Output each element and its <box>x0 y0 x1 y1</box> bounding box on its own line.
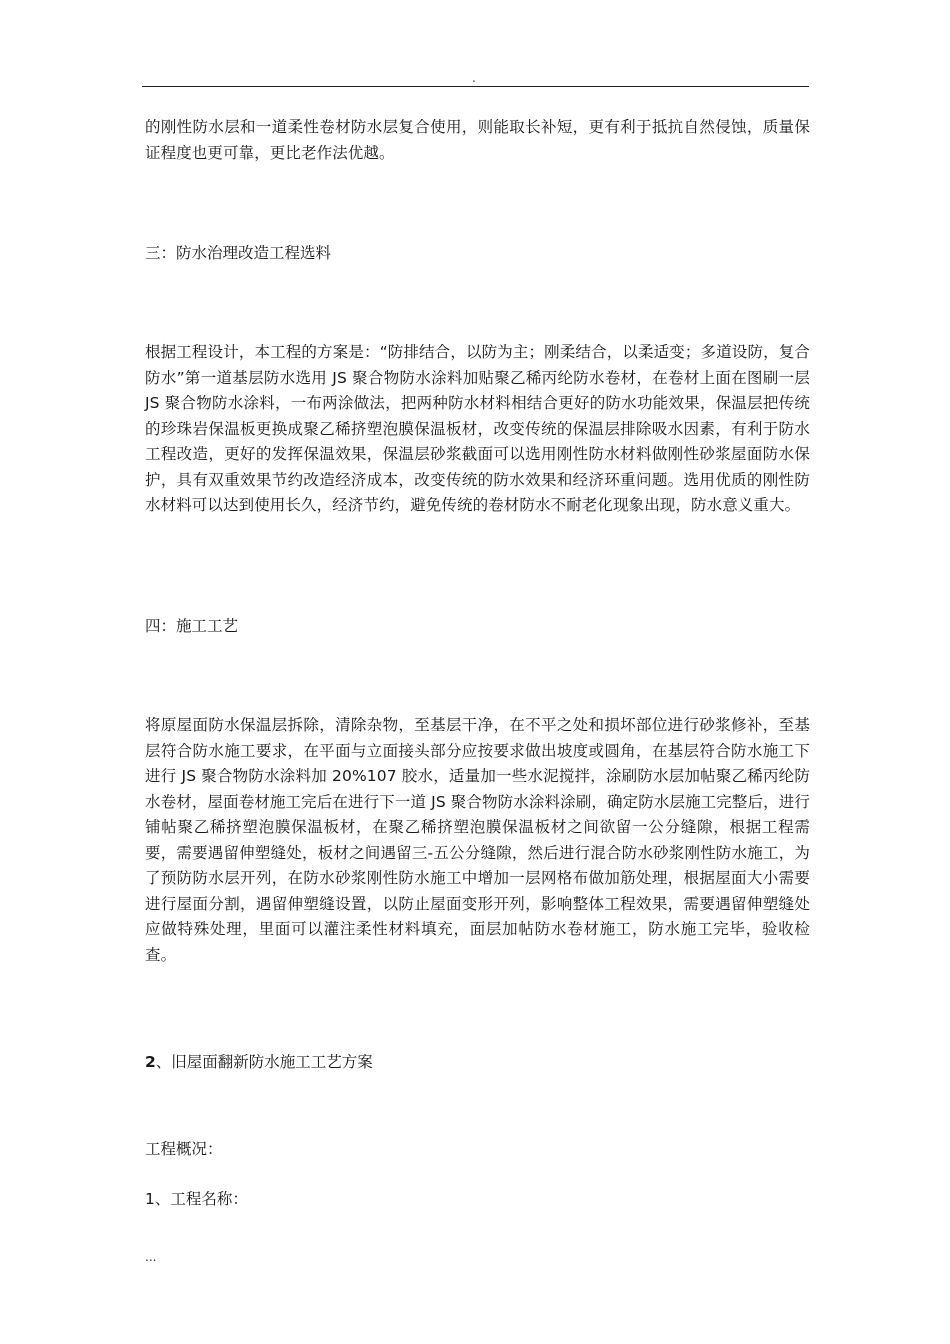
section-4-heading: 四：施工工艺 <box>145 617 239 635</box>
section-4-body: 将原屋面防水保温层拆除，清除杂物，至基层干净，在不平之处和损坏部位进行砂浆修补，至基层符合防水施工要求，在平面与立面接头部分应按要求做出坡度或圆角，在基层符合防水施工下进行 JS 聚合物防水涂料加 20%107 胶水，适量加一些水泥搅拌，涂刷防水层加帖聚乙稀丙纶防水卷材，屋面卷材施工完后在进行下一道 JS 聚合物防水涂料涂刷，确定防水层施工完整后，进行铺帖聚乙稀挤塑泡膜保温板材，在聚乙稀挤塑泡膜保温板材之间欲留一公分缝隙，根据工程需要，需要遇留伸塑缝处，板材之间遇留三-五公分缝隙，然后进行混合防水砂浆刚性防水施工，为了预防防水层开列，在防水砂浆刚性防水施工中增加一层网格布做加筋处理，根据屋面大小需要进行屋面分割，遇留伸塑缝设置，以防止屋面变形开列，影响整体工程效果，需要遇留伸塑缝处应做特殊处理，里面可以灌注柔性材料填充，面层加帖防水卷材施工，防水施工完毕，验收检查。 <box>145 716 810 964</box>
section-2-heading <box>145 1050 373 1074</box>
header-divider <box>142 86 809 87</box>
intro-tail-paragraph: 的刚性防水层和一道柔性卷材防水层复合使用，则能取长补短，更有利于抵抗自然侵蚀，质量保证程度也更可靠，更比老作法优越。 <box>145 118 810 162</box>
section-2-title: 、旧屋面翻新防水施工工艺方案 <box>155 1053 373 1071</box>
header-mark: . <box>472 71 476 85</box>
project-name-label: 1、工程名称： <box>145 1190 248 1208</box>
overview-label: 工程概况： <box>145 1140 223 1158</box>
section-3-body: 根据工程设计，本工程的方案是：“防排结合，以防为主；刚柔结合，以柔适变；多道设防，复合防水”第一道基层防水选用 JS 聚合物防水涂料加贴聚乙稀丙纶防水卷材，在卷材上面在图刷一层 JS 聚合物防水涂料，一布两涂做法，把两种防水材料相结合更好的防水功能效果，保温层把传统的珍珠岩保温板更换成聚乙稀挤塑泡膜保温板材，改变传统的保温层排除吸水因素，有利于防水工程改造，更好的发挥保温效果，保温层砂浆截面可以选用刚性防水材料做刚性砂浆屋面防水保护，具有双重效果节约改造经济成本，改变传统的防水效果和经济环重问题。选用优质的刚性防水材料可以达到使用长久，经济节约，避免传统的卷材防水不耐老化现象出现，防水意义重大。 <box>145 343 810 514</box>
section-3-heading: 三：防水治理改造工程选料 <box>145 244 332 262</box>
footer-mark: ... <box>145 1250 157 1264</box>
section-2-number: 2 <box>145 1053 156 1071</box>
